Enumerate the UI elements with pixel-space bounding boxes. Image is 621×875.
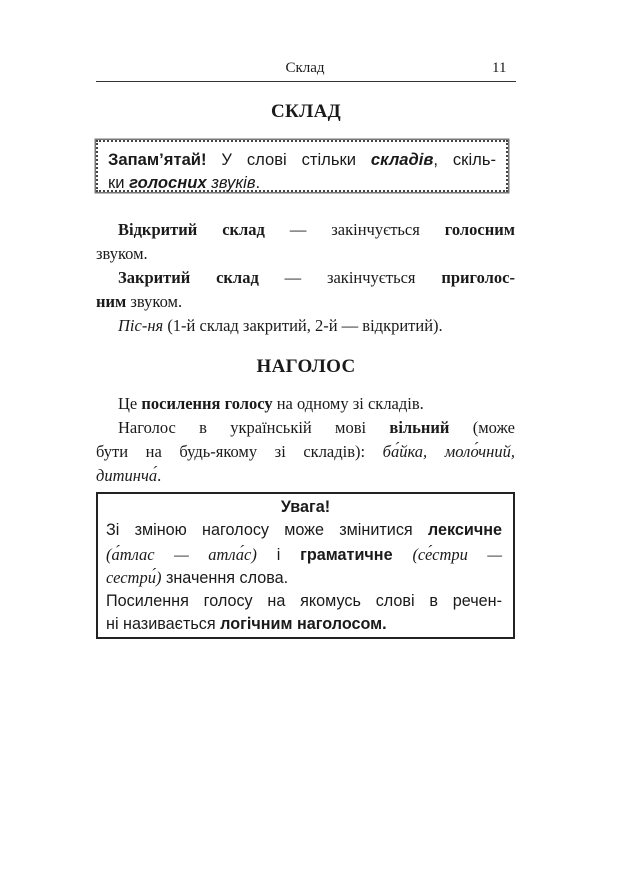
closed-syllable-line-1: Закритий склад — закінчується приголос- bbox=[118, 268, 515, 287]
header-rule bbox=[96, 81, 516, 82]
attention-line-5: ні називається логічним наголосом. bbox=[106, 615, 387, 633]
attention-line-4: Посилення голосу на якомусь слові в речен- bbox=[106, 592, 502, 610]
open-syllable-line-2: звуком. bbox=[96, 244, 148, 263]
attention-line-1: Зі зміною наголосу може змінитися лексичне bbox=[106, 521, 502, 539]
remember-lead: Запам’ятай! bbox=[108, 150, 207, 169]
keyword-syllables: складів bbox=[370, 150, 434, 169]
page-number: 11 bbox=[492, 60, 507, 76]
free-stress-line-1: Наголос в українській мові вільний (може bbox=[118, 418, 515, 437]
attention-title: Увага! bbox=[280, 498, 331, 516]
syllable-example: Піс-ня (1-й склад закритий, 2-й — відкритий). bbox=[118, 316, 443, 335]
running-header-title: Склад bbox=[285, 60, 325, 76]
keyword-vowels: голосних bbox=[129, 173, 207, 192]
free-stress-line-3: дитинча́. bbox=[96, 466, 162, 485]
remember-box bbox=[96, 140, 508, 192]
open-syllable-line-1: Відкритий склад — закінчується голосним bbox=[118, 220, 515, 239]
remember-line-2: ки голосних звуків. bbox=[108, 173, 261, 192]
term-closed-syllable: Закритий склад bbox=[118, 268, 259, 287]
section-title-stress: НАГОЛОС bbox=[256, 356, 356, 377]
closed-syllable-line-2: ним звуком. bbox=[96, 292, 183, 311]
stress-definition: Це посилення голосу на одному зі складів. bbox=[118, 394, 424, 413]
free-stress-line-2: бути на будь-якому зі складів): ба́йка, моло́чний, bbox=[96, 442, 515, 461]
attention-line-2: (а́тлас — атла́с) і граматичне (се́стри — bbox=[106, 545, 503, 564]
example-word: Піс-ня bbox=[118, 316, 164, 335]
attention-line-3: сестри́) значення слова. bbox=[106, 568, 289, 587]
remember-line-1: Запам’ятай! У слові стільки складів, скіль- bbox=[108, 150, 496, 169]
term-open-syllable: Відкритий склад bbox=[118, 220, 265, 239]
section-title-syllable: СКЛАД bbox=[271, 101, 341, 122]
